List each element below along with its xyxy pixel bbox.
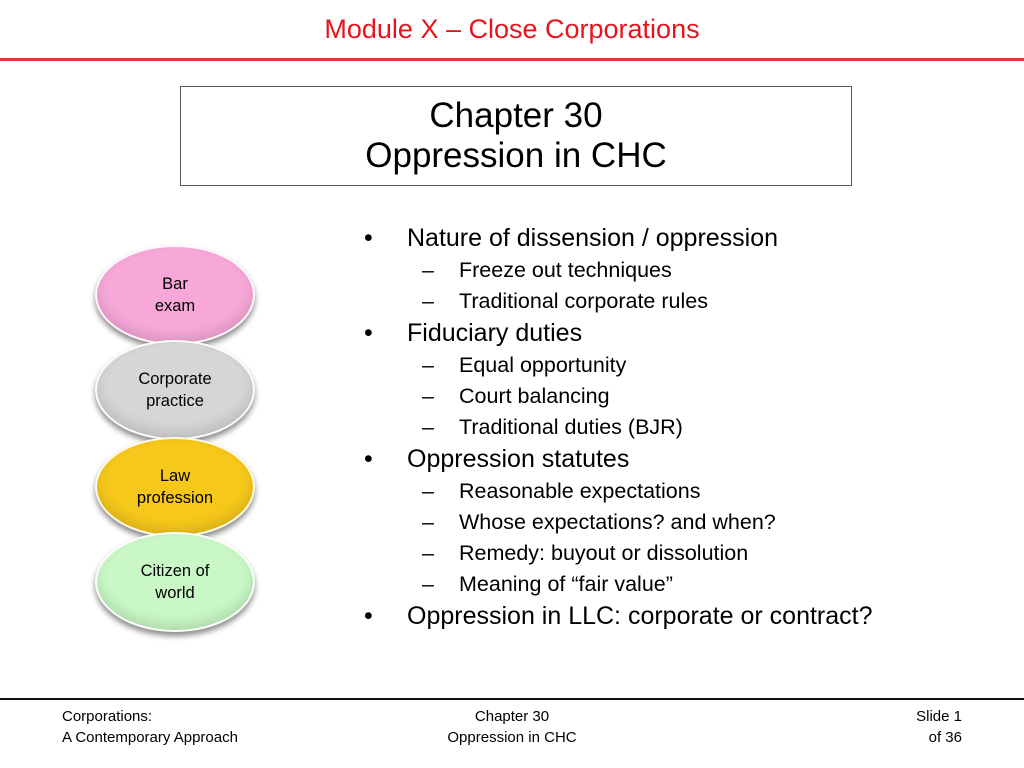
audience-ovals [90,245,270,635]
oval-label: Bar [162,275,188,293]
dash-mark: – [422,353,434,377]
outline-item: • Oppression statutes [360,443,1000,476]
bullet-mark: • [364,224,373,252]
outline-subitem: – Equal opportunity [360,350,1000,381]
oval-label: Citizen of [140,562,210,580]
outline-item: • Fiduciary duties [360,317,1000,350]
chapter-title-box [180,86,852,186]
outline-subitem: – Remedy: buyout or dissolution [360,538,1000,569]
dash-mark: – [422,384,434,408]
oval-citizen-of-world [95,532,255,632]
dash-mark: – [422,289,434,313]
dash-mark: – [422,258,434,282]
outline-subitem: – Traditional corporate rules [360,286,1000,317]
bullet-mark: • [364,445,373,473]
outline-item: • Oppression in LLC: corporate or contract? [360,600,1000,633]
chapter-number: Chapter 30 [429,96,603,135]
outline-subitem: – Freeze out techniques [360,255,1000,286]
outline-subitem: – Court balancing [360,381,1000,412]
chapter-topic: Oppression in CHC [365,136,667,175]
outline-subitem: – Traditional duties (BJR) [360,412,1000,443]
oval-bar-exam [95,245,255,345]
oval-label: profession [136,489,214,507]
oval-label: world [155,584,195,602]
bullet-mark: • [364,319,373,347]
outline-subitem: – Reasonable expectations [360,476,1000,507]
footer-divider [0,698,1024,700]
topic-outline [360,222,1000,633]
oval-law-profession [95,437,255,537]
oval-label: exam [154,297,196,315]
outline-subitem: – Meaning of “fair value” [360,569,1000,600]
header-divider [0,58,1024,61]
footer-chapter: Chapter 30 Oppression in CHC [447,708,577,746]
module-title: Module X – Close Corporations [324,14,700,44]
outline-item: • Nature of dissension / oppression [360,222,1000,255]
oval-corporate-practice [95,340,255,440]
dash-mark: – [422,510,434,534]
dash-mark: – [422,572,434,596]
oval-label: practice [146,392,204,410]
dash-mark: – [422,415,434,439]
outline-subitem: – Whose expectations? and when? [360,507,1000,538]
oval-label: Law [159,467,191,485]
dash-mark: – [422,479,434,503]
footer-book-title: Corporations: A Contemporary Approach [62,708,238,746]
bullet-mark: • [364,602,373,630]
footer-slide-number: Slide 1 of 36 [916,708,962,746]
dash-mark: – [422,541,434,565]
oval-label: Corporate [138,370,212,388]
